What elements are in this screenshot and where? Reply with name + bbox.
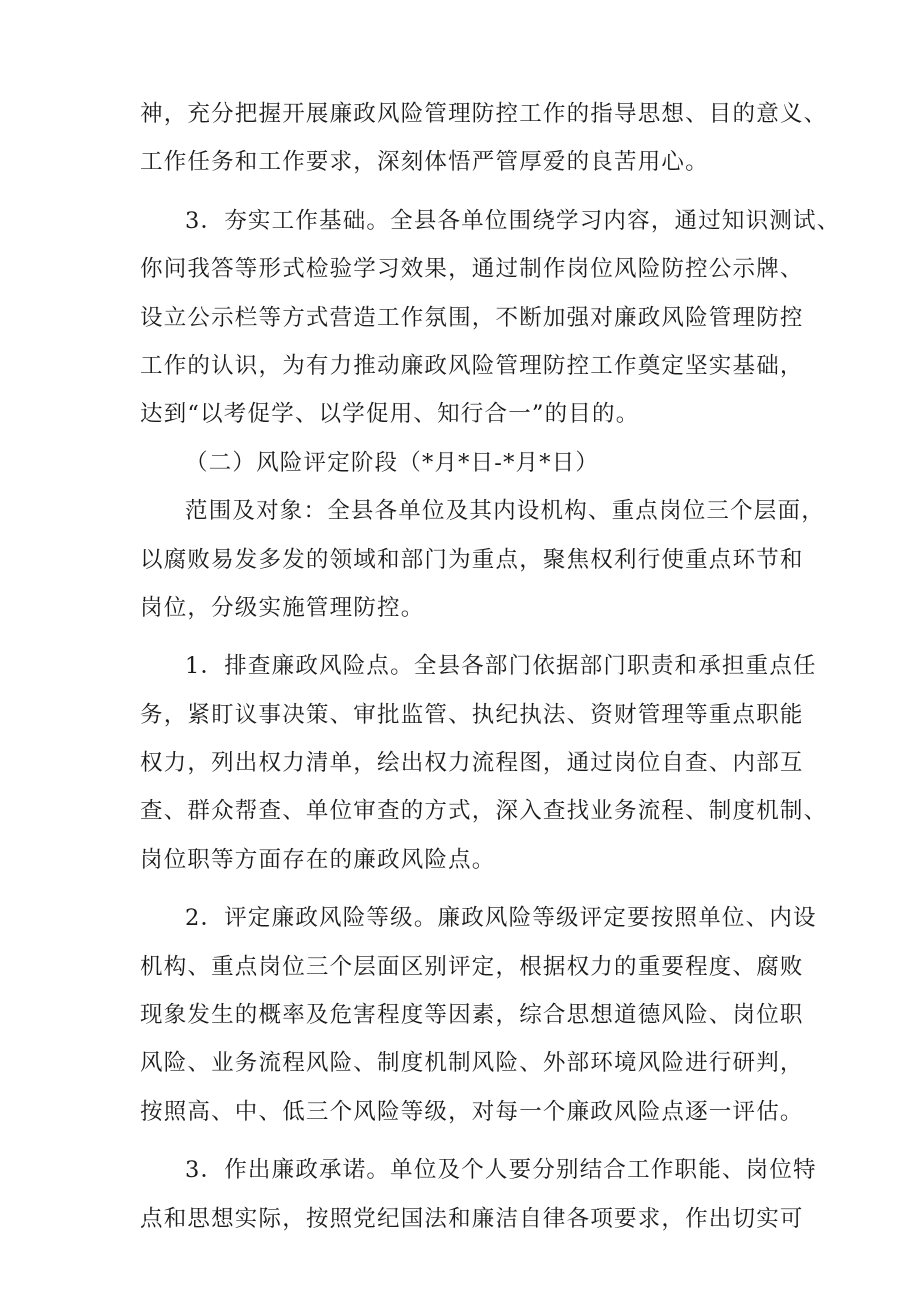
text-line: 工作任务和工作要求，深刻体悟严管厚爱的良苦用心。 (140, 149, 709, 176)
text-line: 你问我答等形式检验学习效果，通过制作岗位风险防控公示牌、 (140, 256, 804, 283)
text-line: 权力，列出权力清单，绘出权力流程图，通过岗位自查、内部互 (140, 750, 804, 777)
section-heading-text: （二）风险评定阶段（*月*日-*月*日） (185, 449, 600, 476)
paragraph-gap (140, 1136, 800, 1146)
paragraph-item-3-commit (140, 1146, 817, 1243)
text-line: 神，充分把握开展廉政风险管理防控工作的指导思想、目的意义、 (140, 101, 828, 127)
text-line: 机构、重点岗位三个层面区别评定，根据权力的重要程度、腐败 (140, 953, 804, 980)
text-line: 2．评定廉政风险等级。廉政风险等级评定要按照单位、内设 (185, 905, 817, 932)
paragraph-continuation (140, 90, 828, 187)
text-line: 岗位，分级实施管理防控。 (140, 594, 425, 621)
text-line: 点和思想实际，按照党纪国法和廉洁自律各项要求，作出切实可 (140, 1205, 804, 1232)
document-body (140, 90, 841, 1243)
text-line: 按照高、中、低三个风险等级，对每一个廉政风险点逐一评估。 (140, 1098, 804, 1125)
text-line: 工作的认识，为有力推动廉政风险管理防控工作奠定坚实基础， (140, 352, 804, 379)
paragraph-item-2-assess (140, 894, 817, 1136)
text-line: 务，紧盯议事决策、审批监管、执纪执法、资财管理等重点职能 (140, 701, 804, 728)
text-line: 达到“以考促学、以学促用、知行合一”的目的。 (140, 401, 640, 428)
section-heading (140, 439, 800, 487)
text-line: 以腐败易发多发的领域和部门为重点，聚焦权利行使重点环节和 (140, 546, 804, 573)
text-line: 1．排查廉政风险点。全县各部门依据部门职责和承担重点任 (185, 653, 817, 680)
text-line: 现象发生的概率及危害程度等因素，综合思想道德风险、岗位职 (140, 1002, 804, 1029)
text-line: 岗位职等方面存在的廉政风险点。 (140, 846, 496, 873)
paragraph-item-3-foundation (140, 197, 841, 439)
text-line: 查、群众帮查、单位审查的方式，深入查找业务流程、制度机制、 (140, 798, 828, 825)
text-line: 3．作出廉政承诺。单位及个人要分别结合工作职能、岗位特 (185, 1157, 817, 1184)
text-line: 范围及对象：全县各单位及其内设机构、重点岗位三个层面， (185, 498, 825, 525)
text-line: 3．夯实工作基础。全县各单位围绕学习内容，通过知识测试、 (185, 207, 841, 234)
paragraph-gap (140, 187, 800, 197)
paragraph-gap (140, 884, 800, 894)
paragraph-gap (140, 632, 800, 642)
paragraph-scope (140, 487, 825, 632)
text-line: 设立公示栏等方式营造工作氛围，不断加强对廉政风险管理防控 (140, 304, 804, 331)
text-line: 风险、业务流程风险、制度机制风险、外部环境风险进行研判， (140, 1050, 804, 1077)
paragraph-item-1-investigate (140, 642, 828, 884)
